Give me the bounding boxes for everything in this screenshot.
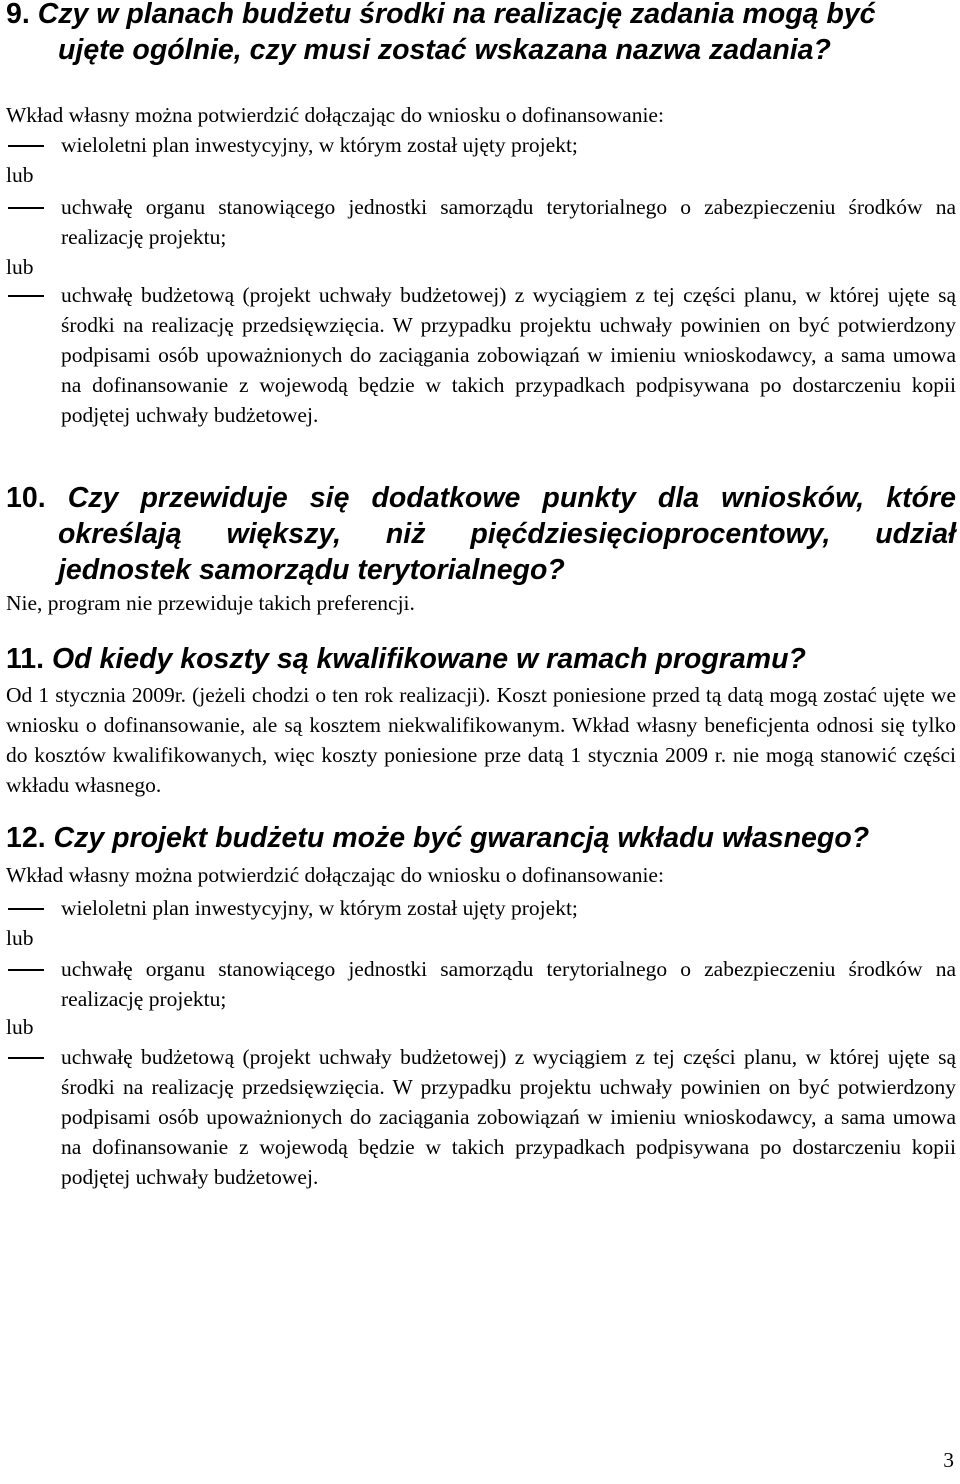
list-item xyxy=(6,1042,956,1192)
question-number: 11. xyxy=(6,643,45,675)
or-label: lub xyxy=(6,163,34,187)
question-number: 10. xyxy=(6,482,46,514)
or-label: lub xyxy=(6,1015,34,1039)
answer-text: Od 1 stycznia 2009r. (jeżeli chodzi o ten rok realizacji). Koszt poniesione przed tą datą mogą zostać ujęte we wniosku o dofinansowanie, ale są kosztem niekwalifikowanym. Wkład własny beneficjenta odnosi się tylko do kosztów kwalifikowanych, więc koszty poniesione prze datą 1 stycznia 2009 r. nie mogą stanowić części wkładu własnego. xyxy=(6,683,956,797)
list-item-text: wieloletni plan inwestycyjny, w którym został ujęty projekt; xyxy=(61,896,578,920)
page-number: 3 xyxy=(943,1448,954,1472)
question-text-line-2: określają większy, niż pięćdziesięcioprocentowy, udział xyxy=(58,518,956,550)
or-label: lub xyxy=(6,926,34,950)
question-text-line-1: Czy w planach budżetu środki na realizację zadania mogą być xyxy=(37,0,876,30)
list-item xyxy=(6,130,956,160)
question-10-heading xyxy=(6,480,956,588)
answer-intro: Wkład własny można potwierdzić dołączając do wniosku o dofinansowanie: xyxy=(6,863,664,887)
question-number: 12. xyxy=(6,822,46,854)
or-label: lub xyxy=(6,255,34,279)
list-item xyxy=(6,954,956,1014)
list-item xyxy=(6,893,956,923)
question-9-heading xyxy=(6,0,956,68)
answer-intro: Wkład własny można potwierdzić dołączając do wniosku o dofinansowanie: xyxy=(6,103,664,127)
list-item-text: uchwałę budżetową (projekt uchwały budżetowej) z wyciągiem z tej części planu, w której ujęte są środki na realizację przedsięwzięcia. W przypadku projektu uchwały powinien on być potwierdzony podpisami osób upoważnionych do zaciągania zobowiązań w imieniu wnioskodawcy, a sama umowa na dofinansowanie z wojewodą będzie w takich przypadkach podpisywana po dostarczeniu kopii podjętej uchwały budżetowej. xyxy=(61,1045,956,1189)
question-text-line-2: ujęte ogólnie, czy musi zostać wskazana nazwa zadania? xyxy=(58,34,831,66)
question-text-line-1: Czy przewiduje się dodatkowe punkty dla wniosków, które xyxy=(67,482,956,514)
question-11-heading xyxy=(6,641,956,677)
list-item xyxy=(6,192,956,252)
list-item-text: uchwałę organu stanowiącego jednostki samorządu terytorialnego o zabezpieczeniu środków na realizację projektu; xyxy=(61,195,956,249)
question-text-line-3: jednostek samorządu terytorialnego? xyxy=(58,554,565,586)
list-item-text: uchwałę organu stanowiącego jednostki samorządu terytorialnego o zabezpieczeniu środków na realizację projektu; xyxy=(61,957,956,1011)
list-item-text: uchwałę budżetową (projekt uchwały budżetowej) z wyciągiem z tej części planu, w której ujęte są środki na realizację przedsięwzięcia. W przypadku projektu uchwały powinien on być potwierdzony podpisami osób upoważnionych do zaciągania zobowiązań w imieniu wnioskodawcy, a sama umowa na dofinansowanie z wojewodą będzie w takich przypadkach podpisywana po dostarczeniu kopii podjętej uchwały budżetowej. xyxy=(61,283,956,427)
question-number: 9. xyxy=(6,0,30,30)
question-text: Od kiedy koszty są kwalifikowane w ramach programu? xyxy=(51,643,806,675)
question-12-heading xyxy=(6,820,956,856)
list-item-text: wieloletni plan inwestycyjny, w którym został ujęty projekt; xyxy=(61,133,578,157)
list-item xyxy=(6,280,956,430)
question-text: Czy projekt budżetu może być gwarancją wkładu własnego? xyxy=(53,822,870,854)
answer-text: Nie, program nie przewiduje takich preferencji. xyxy=(6,591,415,615)
